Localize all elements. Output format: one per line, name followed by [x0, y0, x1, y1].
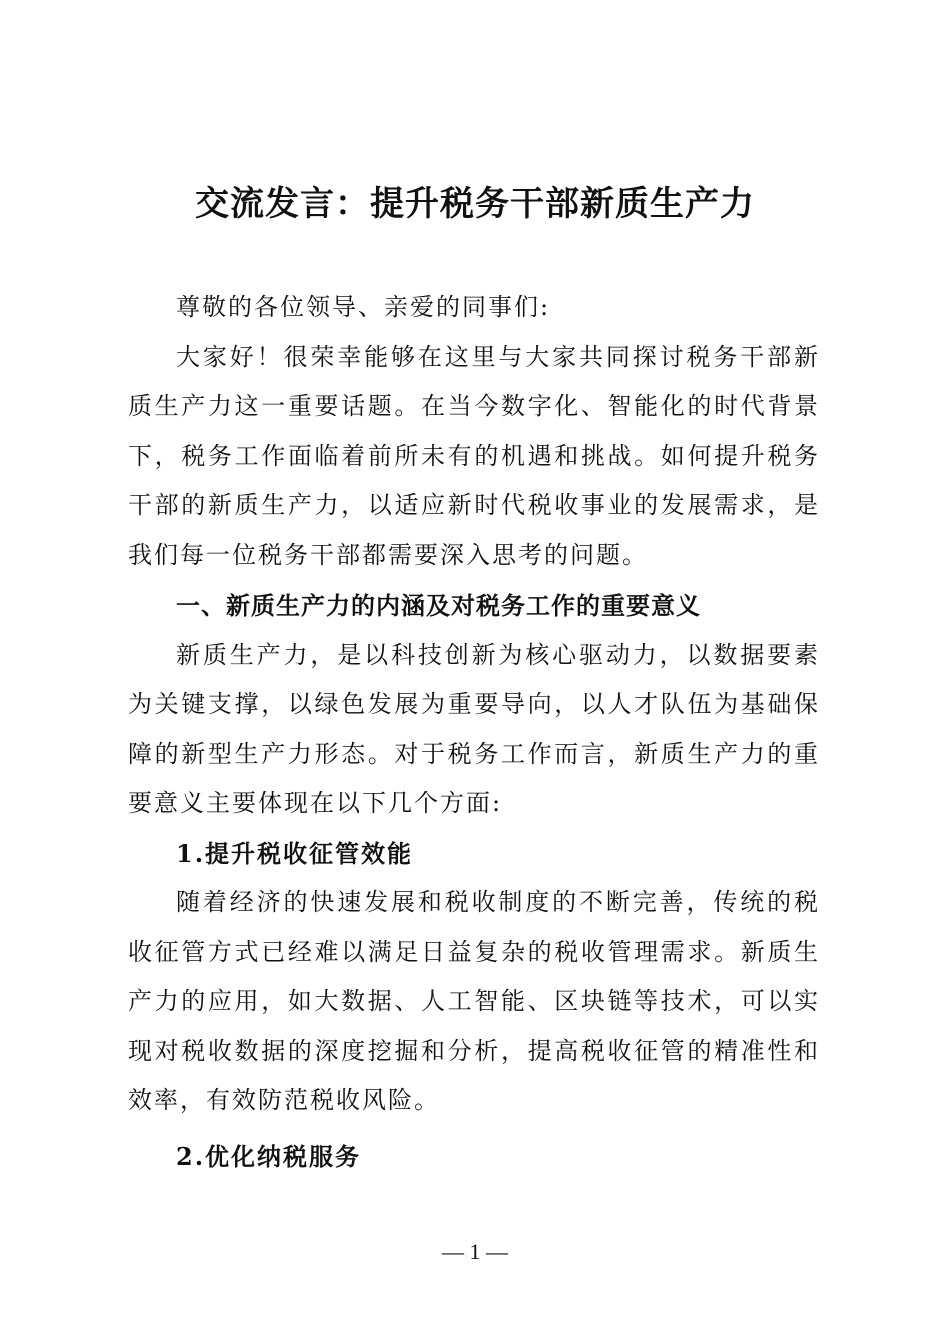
- paragraph-intro: 大家好！很荣幸能够在这里与大家共同探讨税务干部新质生产力这一重要话题。在当今数字化、智能化的时代背景下，税务工作面临着前所未有的机遇和挑战。如何提升税务干部的新质生产力，以适应新时代税收事业的发展需求，是我们每一位税务干部都需要深入思考的问题。: [128, 342, 820, 569]
- document-body: [128, 283, 820, 1181]
- subheading-1: 1.提升税收征管效能: [176, 838, 414, 868]
- salutation: 尊敬的各位领导、亲爱的同事们:: [176, 293, 551, 321]
- paragraph-efficiency: 随着经济的快速发展和税收制度的不断完善，传统的税收征管方式已经难以满足日益复杂的税收管理需求。新质生产力的应用，如大数据、人工智能、区块链等技术，可以实现对税收数据的深度挖掘和分析，提高税收征管的精准性和效率，有效防范税收风险。: [128, 888, 820, 1114]
- page-number: — 1 —: [442, 1239, 508, 1264]
- subheading-2: 2.优化纳税服务: [176, 1141, 362, 1171]
- section-heading-1: 一、新质生产力的内涵及对税务工作的重要意义: [176, 591, 701, 620]
- document-title: 交流发言：提升税务干部新质生产力: [195, 184, 755, 224]
- paragraph-definition: 新质生产力，是以科技创新为核心驱动力，以数据要素为关键支撑，以绿色发展为重要导向，以人才队伍为基础保障的新型生产力形态。对于税务工作而言，新质生产力的重要意义主要体现在以下几个方面:: [128, 640, 820, 817]
